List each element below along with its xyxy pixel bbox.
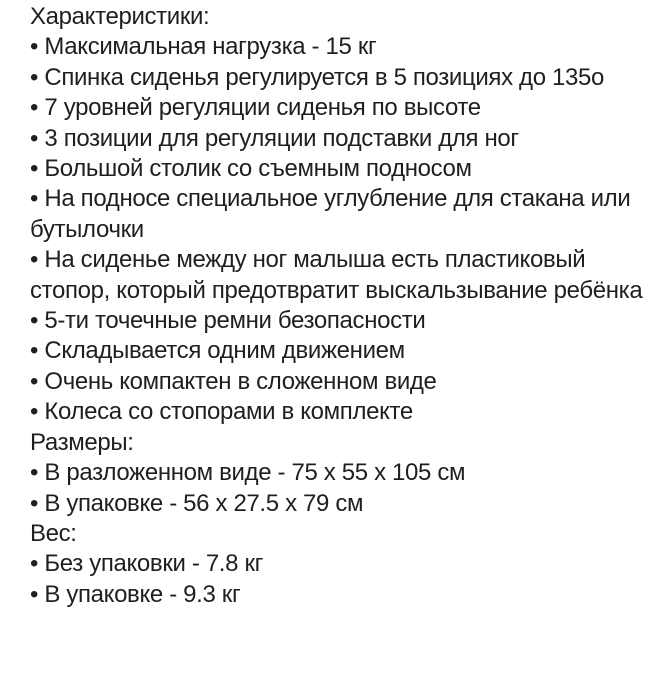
list-item-unfolded-size: • В разложенном виде - 75 х 55 х 105 см: [30, 458, 655, 488]
list-item-table: • Большой столик со съемным подносом: [30, 154, 655, 184]
list-item-footrest: • 3 позиции для регуляции подставки для ног: [30, 124, 655, 154]
list-item-package-size: • В упаковке - 56 х 27.5 х 79 см: [30, 489, 655, 519]
section-heading-weight: Вес:: [30, 519, 77, 547]
list-item-compact: • Очень компактен в сложенном виде: [30, 367, 655, 397]
list-item-tray-cup: • На подносе специальное углубление для стакана или бутылочки: [30, 184, 655, 245]
list-item-folding: • Складывается одним движением: [30, 336, 655, 366]
list-item-wheels: • Колеса со стопорами в комплекте: [30, 397, 655, 427]
product-specifications: [30, 2, 655, 610]
list-item-stopper: • На сиденье между ног малыша есть пластиковый стопор, который предотвратит выскальзывание ребёнка: [30, 245, 655, 306]
list-item-backrest: • Спинка сиденья регулируется в 5 позициях до 135о: [30, 63, 655, 93]
section-heading-characteristics: Характеристики:: [30, 3, 210, 30]
list-item-weight-packed: • В упаковке - 9.3 кг: [30, 580, 655, 610]
list-item-seat-height: • 7 уровней регуляции сиденья по высоте: [30, 93, 655, 123]
section-heading-dimensions: Размеры:: [30, 428, 134, 456]
list-item-weight-unpacked: • Без упаковки - 7.8 кг: [30, 549, 655, 579]
list-item-max-load: • Максимальная нагрузка - 15 кг: [30, 32, 655, 62]
list-item-belts: • 5-ти точечные ремни безопасности: [30, 306, 655, 336]
